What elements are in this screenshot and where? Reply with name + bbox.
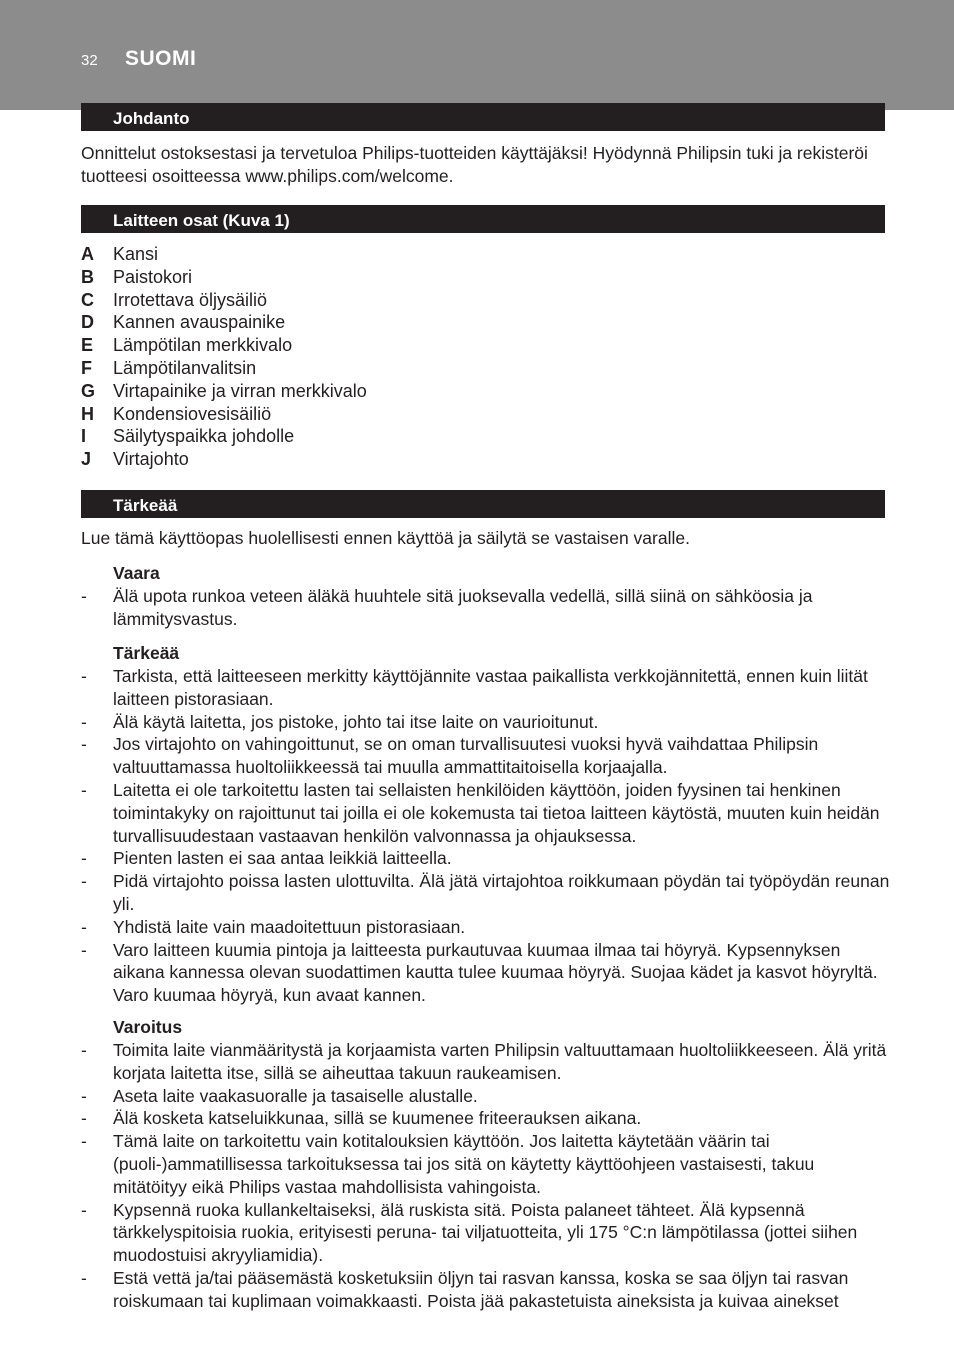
important-list: [81, 665, 891, 1007]
bullet-dash: -: [81, 1131, 87, 1152]
section-header-important: [81, 490, 885, 518]
list-item-text: Kypsennä ruoka kullankeltaiseksi, älä ruskista sitä. Poista palaneet tähteet. Älä kypsennä tärkkelyspitoisia ruokia, erityisesti peruna- tai viljatuotteita, yli 175 °C:n lämpötilassa (jottei siihen muodostuisi akryyliamidia).: [113, 1199, 858, 1266]
part-label: Virtapainike ja virran merkkivalo: [113, 380, 367, 401]
list-item: [81, 939, 891, 1007]
part-label: Säilytyspaikka johdolle: [113, 426, 295, 447]
list-item: [81, 1085, 891, 1108]
list-item: [81, 585, 891, 631]
bullet-dash: -: [81, 586, 87, 606]
section-title: Laitteen osat (Kuva 1): [113, 211, 290, 230]
bullet-dash: -: [81, 1040, 87, 1060]
list-item: [81, 870, 891, 916]
list-item: [81, 1199, 891, 1267]
intro-paragraph: Onnittelut ostoksestasi ja tervetuloa Philips-tuotteiden käyttäjäksi! Hyödynnä Philipsin tuki ja rekisteröi tuotteesi osoitteessa www.philips.com/welcome.: [81, 143, 868, 186]
list-item: [81, 1267, 891, 1313]
list-item: [81, 847, 891, 870]
bullet-dash: -: [81, 734, 87, 755]
bullet-dash: -: [81, 916, 87, 937]
list-item: [81, 1039, 891, 1085]
bullet-dash: -: [81, 848, 87, 869]
list-item: [81, 733, 891, 779]
part-label: Virtajohto: [113, 449, 189, 470]
part-letter: B: [81, 266, 94, 287]
bullet-dash: -: [81, 1085, 87, 1106]
bullet-dash: -: [81, 666, 87, 686]
part-label: Lämpötilan merkkivalo: [113, 335, 293, 356]
list-item-text: Varo laitteen kuumia pintoja ja laitteesta purkautuvaa kuumaa ilmaa tai höyryä. Kypsennyksen aikana kannessa olevan suodattimen kautta tulee kuumaa höyryä. Suojaa kädet ja kasvot höyryltä. Varo kuumaa höyryä, kun avaat kannen.: [113, 939, 878, 1006]
part-label: Kansi: [113, 244, 159, 264]
language-heading: SUOMI: [125, 47, 197, 70]
part-label: Kondensiovesisäiliö: [113, 403, 272, 424]
section-title: Johdanto: [113, 109, 190, 128]
important-intro: Lue tämä käyttöopas huolellisesti ennen käyttöä ja säilytä se vastaisen varalle.: [81, 528, 690, 548]
caution-list: [81, 1039, 891, 1313]
part-letter: E: [81, 335, 94, 356]
important-heading: Tärkeää: [113, 643, 180, 663]
list-item: [81, 711, 891, 734]
bullet-dash: -: [81, 939, 87, 960]
list-item-text: Laitetta ei ole tarkoitettu lasten tai sellaisten henkilöiden käyttöön, joiden fyysinen tai henkinen toimintakyky on rajoittunut tai joilla ei ole kokemusta tai tietoa laitteen käytöstä, muuten kuin heidän turvallisuudestaan vastaavan henkilön valvonnassa ja ohjauksessa.: [113, 779, 880, 846]
part-label: Irrotettava öljysäiliö: [113, 289, 268, 310]
list-item: [81, 916, 891, 939]
part-letter: J: [81, 449, 92, 470]
part-letter: H: [81, 403, 94, 424]
header-band: [0, 0, 954, 110]
list-item: [81, 779, 891, 847]
list-item-text: Aseta laite vaakasuoralle ja tasaiselle alustalle.: [113, 1085, 478, 1106]
danger-heading: Vaara: [113, 563, 160, 583]
part-letter: G: [81, 380, 96, 401]
list-item: [81, 665, 891, 711]
bullet-dash: -: [81, 1199, 87, 1220]
part-label: Paistokori: [113, 266, 193, 287]
list-item-text: Toimita laite vianmääritystä ja korjaamista varten Philipsin valtuuttamaan huoltoliikkeeseen. Älä yritä korjata laitetta itse, sillä se aiheuttaa takuun raukeamisen.: [113, 1040, 887, 1083]
list-item-text: Estä vettä ja/tai pääsemästä kosketuksiin öljyn tai rasvan kanssa, koska se saa öljyn tai rasvan roiskumaan tai kuplimaan voimakkaasti. Poista jää pakastetuista aineksista ja kuivaa ainekset: [113, 1267, 849, 1311]
caution-heading: Varoitus: [113, 1017, 183, 1037]
list-item-text: Älä käytä laitetta, jos pistoke, johto tai itse laite on vaurioitunut.: [113, 711, 599, 732]
section-title: Tärkeää: [113, 496, 178, 515]
list-item-text: Pienten lasten ei saa antaa leikkiä laitteella.: [113, 848, 452, 869]
bullet-dash: -: [81, 1108, 87, 1129]
part-letter: F: [81, 357, 92, 378]
part-letter: D: [81, 312, 94, 333]
list-item-text: Pidä virtajohto poissa lasten ulottuvilta. Älä jätä virtajohtoa roikkumaan pöydän tai työpöydän reunan yli.: [113, 871, 890, 914]
list-item: [81, 1107, 891, 1130]
list-item: [81, 1130, 891, 1198]
danger-list: [81, 585, 891, 631]
bullet-dash: -: [81, 1267, 87, 1288]
section-header-parts: [81, 205, 885, 233]
section-header-intro: [81, 103, 885, 131]
part-letter: I: [81, 426, 87, 447]
list-item-text: Älä upota runkoa veteen äläkä huuhtele sitä juoksevalla vedellä, sillä siinä on sähköosia ja lämmitysvastus.: [113, 586, 813, 629]
list-item-text: Yhdistä laite vain maadoitettuun pistorasiaan.: [113, 916, 466, 937]
list-item-text: Älä kosketa katseluikkunaa, sillä se kuumenee friteerauksen aikana.: [113, 1108, 642, 1129]
page-number: 32: [81, 52, 98, 69]
list-item-text: Jos virtajohto on vahingoittunut, se on oman turvallisuutesi vuoksi hyvä vaihdattaa Philipsin valtuuttamassa huoltoliikkeessä tai muulla ammattitaitoisella korjaajalla.: [113, 734, 819, 778]
bullet-dash: -: [81, 711, 87, 732]
list-item-text: Tarkista, että laitteeseen merkitty käyttöjännite vastaa paikallista verkkojännitettä, ennen kuin liität laitteen pistorasiaan.: [113, 666, 868, 709]
bullet-dash: -: [81, 871, 87, 892]
part-letter: A: [81, 244, 94, 264]
bullet-dash: -: [81, 779, 87, 800]
list-item-text: Tämä laite on tarkoitettu vain kotitalouksien käyttöön. Jos laitetta käytetään väärin tai (puoli-)ammatillisessa tarkoituksessa tai jos sitä on käytetty käyttöohjeen vastaisesti, takuu mitätöityy eikä Philips vastaa mahdollisista vahingoista.: [113, 1131, 815, 1197]
part-label: Lämpötilanvalitsin: [113, 357, 257, 378]
part-letter: C: [81, 289, 94, 310]
part-label: Kannen avauspainike: [113, 312, 286, 333]
